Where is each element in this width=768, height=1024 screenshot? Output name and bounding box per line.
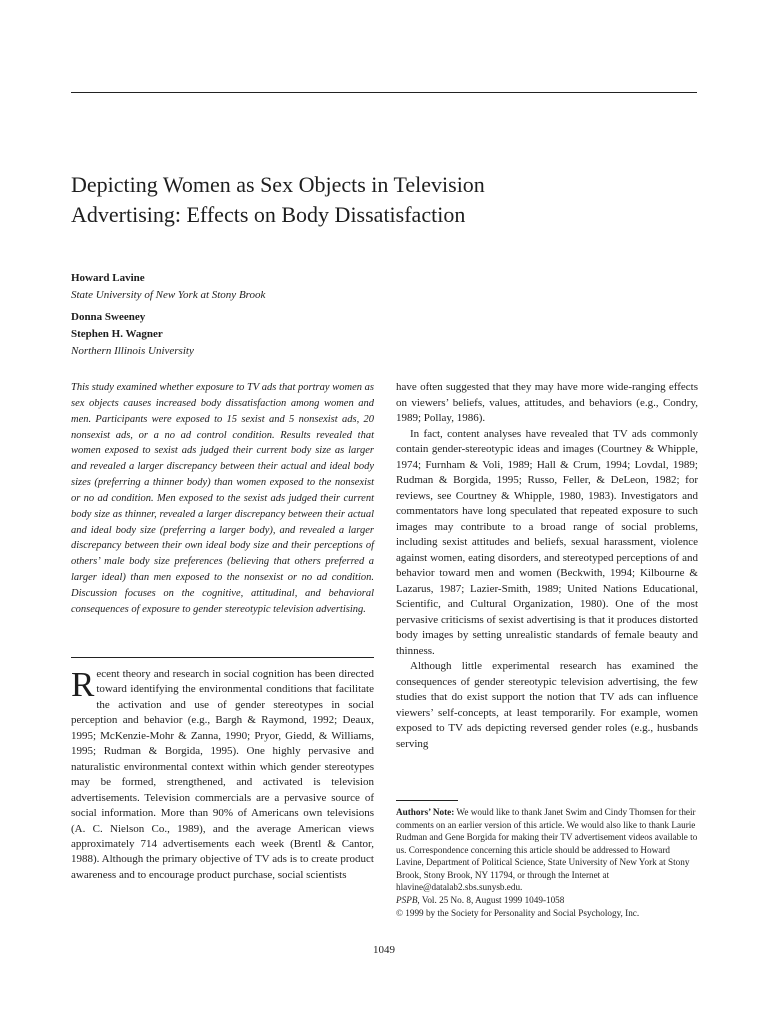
footnote-divider xyxy=(396,800,458,801)
citation-details: Vol. 25 No. 8, August 1999 1049-1058 xyxy=(421,895,565,905)
body-paragraph: In fact, content analyses have revealed that TV ads commonly contain gender-stereotypic ideas and images (Courtney & Whipple, 1974; Furnham & Voli, 1989; Hall & Crum, 1994; Lovdal, 1989; Rudman & Borgida, 1995; Russo, Feller, & DeLeon, 1982; for reviews, see Courtney & Whipple, 1980, 1983). Investigators and commentators have long speculated that repeated exposure to such images may contribute to a broad range of social problems, including sexist attitudes and beliefs, sexual harassment, violence against women, eating disorders, and stereotyped perceptions of and behavior toward men and women (Beckwith, 1994; Kilbourne & Lazarus, 1987; Lazier-Smith, 1989; United Nations Educational, Scientific, and Cultural Organization, 1980). One of the most pervasive criticisms of sexist advertising is that it produces distorted body images by setting unrealistic standards of female beauty and thinness. xyxy=(396,427,698,657)
author-affiliation: State University of New York at Stony Brook xyxy=(71,289,266,301)
journal-citation xyxy=(396,894,698,919)
authors-note xyxy=(396,806,698,894)
intro-paragraph xyxy=(71,667,374,883)
authors-note-text: We would like to thank Janet Swim and Cindy Thomsen for their comments on an earlier version of this article. We would also like to thank Laurie Rudman and Gene Borgida for making their TV advertisement videos available to us. Correspondence concerning this article should be addressed to Howard Lavine, Department of Political Science, State University of New York at Stony Brook, Stony Brook, NY 11794, or through the Internet at hlavine@datalab2.sbs.sunysb.edu. xyxy=(396,807,698,892)
right-column xyxy=(396,380,698,752)
author-block xyxy=(71,270,471,365)
authors-note-label: Authors’ Note: xyxy=(396,807,455,817)
author-name: Howard Lavine xyxy=(71,272,145,284)
body-paragraph: Although little experimental research has examined the consequences of gender stereotypic television advertising, the few studies that do exist support the notion that TV ads can influence viewers’ self-concepts, at least temporarily. For example, women exposed to TV ads depicting reversed gender roles (e.g., husbands serving xyxy=(396,660,698,750)
body-paragraph: have often suggested that they may have more wide-ranging effects on viewers’ beliefs, values, attitudes, and behaviors (e.g., Condry, 1989; Pollay, 1986). xyxy=(396,381,698,424)
author-name: Donna Sweeney xyxy=(71,311,146,323)
abstract: This study examined whether exposure to TV ads that portray women as sex objects causes increased body dissatisfaction among women and men. Participants were exposed to 15 sexist and 5 nonsexist ads, 20 nonsexist ads, or a no ad control condition. Results revealed that women exposed to sexist ads judged their current body size as larger and revealed a larger discrepancy between their actual and ideal body sizes (preferring a thinner body) than women exposed to the nonsexist or no ad condition. Men exposed to the sexist ads judged their current body size as thinner, revealed a larger discrepancy between their actual and ideal body size (preferring a larger body), and revealed a larger discrepancy between their own ideal body size and their perceptions of others’ male body size preferences (believing that others preferred a larger ideal) than men exposed to the nonsexist or no ad condition. Discussion focuses on the cognitive, attitudinal, and behavioral consequences of exposure to gender stereotypic television advertising. xyxy=(71,382,374,615)
intro-text: ecent theory and research in social cognition has been directed toward identifying the environmental conditions that facilitate the activation and use of gender stereotypes in social perception and behavior (e.g., Bargh & Raymond, 1992; Deaux, 1995; McKenzie-Mohr & Zanna, 1990; Pryor, Giedd, & Williams, 1995; Rudman & Borgida, 1995). One highly pervasive and naturalistic environmental context within which gender stereotypes may be formed, strengthened, and activated is television advertisements. Television commercials are a pervasive source of social information. More than 90% of Americans own televisions (A. C. Nielson Co., 1989), and the average American views approximately 714 advertisements each week (Brentl & Cantor, 1988). Although the primary objective of TV ads is to create product awareness and to encourage product purchase, social scientists xyxy=(71,668,374,881)
author-affiliation: Northern Illinois University xyxy=(71,345,194,357)
journal-name: PSPB, xyxy=(396,895,420,905)
copyright-line: © 1999 by the Society for Personality and Social Psychology, Inc. xyxy=(396,907,640,918)
title-line-2: Advertising: Effects on Body Dissatisfaction xyxy=(71,202,466,227)
abstract-divider xyxy=(71,657,374,658)
page-number: 1049 xyxy=(373,944,395,956)
top-rule xyxy=(71,92,697,93)
author-name: Stephen H. Wagner xyxy=(71,328,163,340)
drop-cap: R xyxy=(71,665,95,704)
article-title xyxy=(71,170,691,230)
title-line-1: Depicting Women as Sex Objects in Television xyxy=(71,172,485,197)
